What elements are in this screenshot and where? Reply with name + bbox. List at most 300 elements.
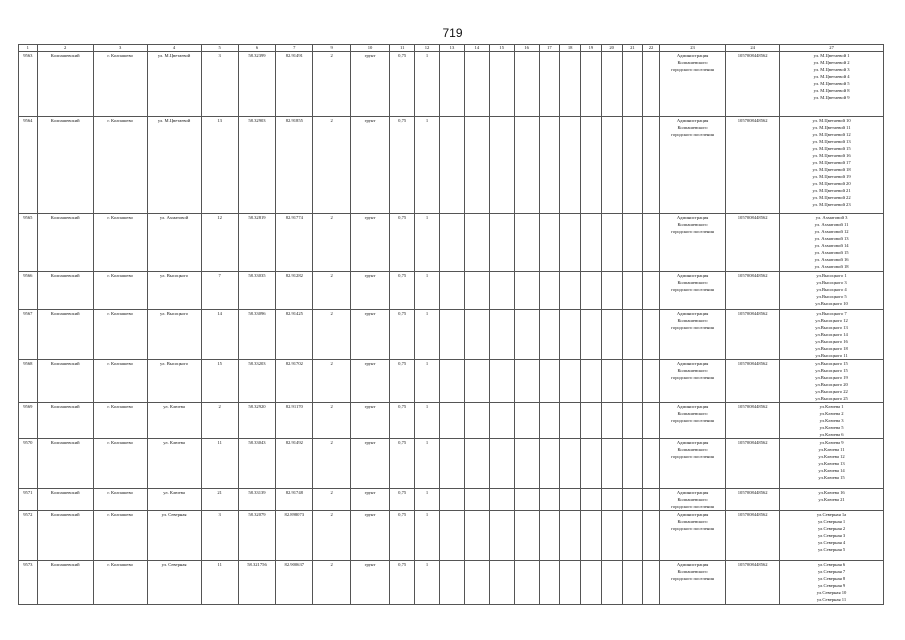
column-number-cell: 14 bbox=[464, 45, 489, 52]
operator-line: городского поселения bbox=[671, 576, 714, 581]
cell-empty bbox=[464, 439, 489, 489]
cell-empty bbox=[539, 52, 560, 117]
cell-id: 9564 bbox=[19, 117, 38, 214]
column-number-cell: 21 bbox=[622, 45, 643, 52]
operator-line: Администрация bbox=[676, 562, 709, 567]
cell-empty bbox=[643, 214, 660, 272]
address-line: ул.Северная 10 bbox=[816, 590, 847, 595]
cell-empty bbox=[440, 439, 465, 489]
operator-line: Администрация bbox=[676, 118, 709, 123]
column-number-cell: 22 bbox=[643, 45, 660, 52]
cell-empty bbox=[601, 310, 622, 360]
cell-empty bbox=[489, 272, 514, 310]
cell-c9: 2 bbox=[313, 214, 350, 272]
cell-c12: 1 bbox=[415, 489, 440, 511]
cell-empty bbox=[581, 360, 602, 403]
column-number-cell: 17 bbox=[539, 45, 560, 52]
cell-c11: 0,75 bbox=[390, 310, 415, 360]
address-line: ул.Клюева 13 bbox=[818, 461, 845, 466]
cell-empty bbox=[539, 511, 560, 561]
cell-empty bbox=[622, 511, 643, 561]
cell-operator bbox=[659, 272, 725, 310]
cell-empty bbox=[622, 117, 643, 214]
operator-line: Администрация bbox=[676, 361, 709, 366]
column-number-cell: 19 bbox=[581, 45, 602, 52]
operator-line: Администрация bbox=[676, 404, 709, 409]
operator-line: городского поселения bbox=[671, 287, 714, 292]
address-line: ул. Ахматовой 3 bbox=[815, 215, 848, 220]
cell-empty bbox=[622, 489, 643, 511]
cell-empty bbox=[643, 511, 660, 561]
cell-lon: 82.91170 bbox=[276, 403, 313, 439]
cell-empty bbox=[581, 214, 602, 272]
table-row bbox=[19, 117, 884, 214]
address-line: ул. М.Цветаевой 22 bbox=[812, 195, 851, 200]
cell-c9: 2 bbox=[313, 403, 350, 439]
column-number-cell: 3 bbox=[93, 45, 147, 52]
cell-empty bbox=[560, 310, 581, 360]
address-line: ул.Северная 5 bbox=[817, 547, 846, 552]
cell-empty bbox=[464, 403, 489, 439]
cell-empty bbox=[489, 360, 514, 403]
cell-street: ул. М.Цветаевой bbox=[147, 52, 201, 117]
address-line: ул.Высоцкого 3 bbox=[816, 280, 847, 285]
operator-line: Колпашевского bbox=[677, 318, 708, 323]
cell-c9: 2 bbox=[313, 360, 350, 403]
cell-lon: 82.91491 bbox=[276, 52, 313, 117]
operator-line: городского поселения bbox=[671, 229, 714, 234]
cell-lon: 82.91425 bbox=[276, 310, 313, 360]
cell-district: Колпашевский bbox=[37, 310, 93, 360]
cell-district: Колпашевский bbox=[37, 117, 93, 214]
column-number-cell: 4 bbox=[147, 45, 201, 52]
cell-empty bbox=[581, 511, 602, 561]
cell-empty bbox=[622, 561, 643, 605]
cell-c10: грунт bbox=[350, 561, 389, 605]
cell-empty bbox=[440, 52, 465, 117]
cell-settlement: г. Колпашево bbox=[93, 117, 147, 214]
cell-ogrn: 1057008448562 bbox=[726, 561, 780, 605]
cell-house: 21 bbox=[201, 489, 238, 511]
address-line: ул. М.Цветаевой 3 bbox=[813, 67, 850, 72]
cell-empty bbox=[514, 272, 539, 310]
operator-line: Колпашевского bbox=[677, 411, 708, 416]
cell-c11: 0,75 bbox=[390, 52, 415, 117]
cell-c9: 2 bbox=[313, 272, 350, 310]
cell-empty bbox=[539, 489, 560, 511]
address-line: ул. М.Цветаевой 12 bbox=[812, 132, 851, 137]
cell-empty bbox=[581, 403, 602, 439]
cell-settlement: г. Колпашево bbox=[93, 439, 147, 489]
cell-served-addresses bbox=[780, 310, 884, 360]
address-line: ул. Ахматовой 16 bbox=[814, 257, 849, 262]
cell-lon: 82.91855 bbox=[276, 117, 313, 214]
cell-c11: 0,75 bbox=[390, 439, 415, 489]
address-line: ул. М.Цветаевой 20 bbox=[812, 181, 851, 186]
cell-served-addresses bbox=[780, 52, 884, 117]
cell-served-addresses bbox=[780, 511, 884, 561]
cell-lon: 82.900637 bbox=[276, 561, 313, 605]
operator-line: Администрация bbox=[676, 53, 709, 58]
cell-empty bbox=[489, 117, 514, 214]
cell-lat: 58.32079 bbox=[238, 511, 275, 561]
cell-id: 9570 bbox=[19, 439, 38, 489]
operator-line: городского поселения bbox=[671, 504, 714, 509]
address-line: ул.Клюева 12 bbox=[818, 454, 845, 459]
cell-empty bbox=[601, 439, 622, 489]
address-line: ул. М.Цветаевой 21 bbox=[812, 188, 851, 193]
column-number-row bbox=[19, 45, 884, 52]
table-row bbox=[19, 310, 884, 360]
cell-district: Колпашевский bbox=[37, 360, 93, 403]
address-line: ул. М.Цветаевой 5 bbox=[813, 81, 850, 86]
cell-ogrn: 1057008448562 bbox=[726, 403, 780, 439]
address-line: ул.Высоцкого 12 bbox=[815, 318, 848, 323]
cell-empty bbox=[622, 403, 643, 439]
cell-c9: 2 bbox=[313, 52, 350, 117]
cell-lat: 58.33043 bbox=[238, 439, 275, 489]
cell-c10: грунт bbox=[350, 272, 389, 310]
cell-empty bbox=[440, 511, 465, 561]
cell-c12: 1 bbox=[415, 561, 440, 605]
cell-ogrn: 1057008448562 bbox=[726, 117, 780, 214]
cell-empty bbox=[581, 272, 602, 310]
cell-empty bbox=[464, 52, 489, 117]
cell-served-addresses bbox=[780, 439, 884, 489]
cell-empty bbox=[539, 214, 560, 272]
operator-line: Колпашевского bbox=[677, 222, 708, 227]
cell-ogrn: 1057008448562 bbox=[726, 52, 780, 117]
cell-operator bbox=[659, 310, 725, 360]
operator-line: городского поселения bbox=[671, 132, 714, 137]
cell-lon: 82.91748 bbox=[276, 489, 313, 511]
column-number-cell: 7 bbox=[276, 45, 313, 52]
address-line: ул.Клюева 21 bbox=[818, 497, 845, 502]
operator-line: городского поселения bbox=[671, 67, 714, 72]
address-line: ул. М.Цветаевой 11 bbox=[812, 125, 851, 130]
cell-empty bbox=[581, 489, 602, 511]
cell-ogrn: 1057008448562 bbox=[726, 489, 780, 511]
operator-line: Колпашевского bbox=[677, 368, 708, 373]
cell-settlement: г. Колпашево bbox=[93, 272, 147, 310]
cell-empty bbox=[539, 117, 560, 214]
column-number-cell: 11 bbox=[390, 45, 415, 52]
address-line: ул.Высоцкого 11 bbox=[815, 353, 848, 358]
address-line: ул.Высоцкого 15 bbox=[815, 368, 848, 373]
cell-house: 7 bbox=[201, 272, 238, 310]
cell-street: ул. Северная bbox=[147, 561, 201, 605]
cell-empty bbox=[514, 52, 539, 117]
table-row bbox=[19, 403, 884, 439]
cell-empty bbox=[489, 52, 514, 117]
operator-line: Администрация bbox=[676, 490, 709, 495]
cell-district: Колпашевский bbox=[37, 561, 93, 605]
address-line: ул.Северная 6 bbox=[817, 562, 846, 567]
address-line: ул.Высоцкого 18 bbox=[815, 346, 848, 351]
cell-street: ул. Клюева bbox=[147, 403, 201, 439]
cell-c9: 2 bbox=[313, 117, 350, 214]
operator-line: Колпашевского bbox=[677, 60, 708, 65]
cell-operator bbox=[659, 360, 725, 403]
operator-line: Колпашевского bbox=[677, 280, 708, 285]
cell-empty bbox=[464, 117, 489, 214]
cell-c12: 1 bbox=[415, 403, 440, 439]
address-line: ул.Высоцкого 14 bbox=[815, 332, 848, 337]
column-number-cell: 9 bbox=[313, 45, 350, 52]
cell-settlement: г. Колпашево bbox=[93, 511, 147, 561]
table-row bbox=[19, 272, 884, 310]
cell-empty bbox=[514, 439, 539, 489]
cell-operator bbox=[659, 52, 725, 117]
cell-empty bbox=[514, 214, 539, 272]
cell-district: Колпашевский bbox=[37, 489, 93, 511]
cell-c12: 1 bbox=[415, 214, 440, 272]
cell-id: 9568 bbox=[19, 360, 38, 403]
cell-empty bbox=[514, 561, 539, 605]
table-row bbox=[19, 511, 884, 561]
cell-operator bbox=[659, 561, 725, 605]
cell-lon: 82.91702 bbox=[276, 360, 313, 403]
address-line: ул.Высоцкого 13 bbox=[815, 325, 848, 330]
cell-ogrn: 1057008448562 bbox=[726, 310, 780, 360]
cell-empty bbox=[464, 310, 489, 360]
cell-c11: 0,75 bbox=[390, 272, 415, 310]
cell-empty bbox=[581, 439, 602, 489]
address-line: ул.Клюева 3 bbox=[819, 418, 844, 423]
cell-empty bbox=[643, 310, 660, 360]
address-line: ул.Клюева 2 bbox=[819, 411, 844, 416]
cell-empty bbox=[622, 310, 643, 360]
cell-c11: 0,75 bbox=[390, 403, 415, 439]
cell-empty bbox=[440, 360, 465, 403]
cell-c12: 1 bbox=[415, 310, 440, 360]
address-line: ул.Высоцкого 5 bbox=[816, 294, 847, 299]
table-row bbox=[19, 52, 884, 117]
address-line: ул. Ахматовой 12 bbox=[814, 229, 849, 234]
address-line: ул. Ахматовой 18 bbox=[814, 264, 849, 269]
cell-c11: 0,75 bbox=[390, 561, 415, 605]
cell-c9: 2 bbox=[313, 511, 350, 561]
cell-c10: грунт bbox=[350, 439, 389, 489]
cell-c9: 2 bbox=[313, 310, 350, 360]
cell-street: ул. Высоцкого bbox=[147, 272, 201, 310]
address-line: ул. М.Цветаевой 1 bbox=[813, 53, 850, 58]
address-line: ул.Клюева 14 bbox=[818, 468, 845, 473]
cell-lat: 58.33203 bbox=[238, 360, 275, 403]
cell-empty bbox=[514, 310, 539, 360]
cell-c10: грунт bbox=[350, 511, 389, 561]
address-line: ул. Ахматовой 15 bbox=[814, 250, 849, 255]
operator-line: Колпашевского bbox=[677, 497, 708, 502]
operator-line: городского поселения bbox=[671, 418, 714, 423]
address-line: ул.Высоцкого 1 bbox=[816, 273, 847, 278]
cell-empty bbox=[643, 117, 660, 214]
address-line: ул.Северная 11 bbox=[816, 597, 847, 602]
cell-operator bbox=[659, 489, 725, 511]
cell-empty bbox=[643, 439, 660, 489]
cell-district: Колпашевский bbox=[37, 403, 93, 439]
cell-empty bbox=[643, 403, 660, 439]
cell-lat: 58.32399 bbox=[238, 52, 275, 117]
cell-operator bbox=[659, 439, 725, 489]
address-line: ул.Высоцкого 20 bbox=[815, 382, 848, 387]
address-line: ул.Северная 2 bbox=[817, 526, 846, 531]
cell-house: 14 bbox=[201, 310, 238, 360]
address-line: ул.Высоцкого 16 bbox=[815, 339, 848, 344]
address-line: ул.Северная 7 bbox=[817, 569, 846, 574]
cell-empty bbox=[440, 489, 465, 511]
address-line: ул.Северная 8 bbox=[817, 576, 846, 581]
cell-id: 9563 bbox=[19, 52, 38, 117]
operator-line: городского поселения bbox=[671, 325, 714, 330]
cell-settlement: г. Колпашево bbox=[93, 360, 147, 403]
address-line: ул. М.Цветаевой 15 bbox=[812, 146, 851, 151]
cell-c11: 0,75 bbox=[390, 360, 415, 403]
cell-empty bbox=[539, 272, 560, 310]
cell-empty bbox=[440, 561, 465, 605]
address-line: ул.Северная 1а bbox=[816, 512, 847, 517]
table-row bbox=[19, 214, 884, 272]
cell-id: 9573 bbox=[19, 561, 38, 605]
address-line: ул. М.Цветаевой 10 bbox=[812, 118, 851, 123]
cell-district: Колпашевский bbox=[37, 439, 93, 489]
operator-line: Колпашевского bbox=[677, 569, 708, 574]
cell-c9: 2 bbox=[313, 489, 350, 511]
address-line: ул.Клюева 1 bbox=[819, 404, 844, 409]
cell-empty bbox=[489, 561, 514, 605]
cell-operator bbox=[659, 403, 725, 439]
address-line: ул.Высоцкого 15 bbox=[815, 361, 848, 366]
operator-line: Администрация bbox=[676, 273, 709, 278]
operator-line: Колпашевского bbox=[677, 447, 708, 452]
cell-c10: грунт bbox=[350, 489, 389, 511]
cell-empty bbox=[622, 439, 643, 489]
column-number-cell: 10 bbox=[350, 45, 389, 52]
operator-line: Колпашевского bbox=[677, 519, 708, 524]
cell-empty bbox=[560, 272, 581, 310]
column-number-cell: 13 bbox=[440, 45, 465, 52]
cell-ogrn: 1057008448562 bbox=[726, 511, 780, 561]
table-row bbox=[19, 489, 884, 511]
cell-street: ул. Ахматовой bbox=[147, 214, 201, 272]
cell-empty bbox=[581, 117, 602, 214]
cell-district: Колпашевский bbox=[37, 511, 93, 561]
cell-empty bbox=[560, 117, 581, 214]
cell-c12: 1 bbox=[415, 272, 440, 310]
cell-empty bbox=[489, 403, 514, 439]
cell-empty bbox=[643, 360, 660, 403]
table-row bbox=[19, 360, 884, 403]
cell-street: ул. М.Цветаевой bbox=[147, 117, 201, 214]
cell-district: Колпашевский bbox=[37, 272, 93, 310]
column-number-cell: 24 bbox=[726, 45, 780, 52]
cell-empty bbox=[489, 511, 514, 561]
address-line: ул. М.Цветаевой 9 bbox=[813, 95, 850, 100]
cell-id: 9566 bbox=[19, 272, 38, 310]
cell-id: 9569 bbox=[19, 403, 38, 439]
cell-street: ул. Северная bbox=[147, 511, 201, 561]
table-row bbox=[19, 561, 884, 605]
column-number-cell: 18 bbox=[560, 45, 581, 52]
cell-served-addresses bbox=[780, 360, 884, 403]
cell-c9: 2 bbox=[313, 561, 350, 605]
address-line: ул. М.Цветаевой 4 bbox=[813, 74, 850, 79]
cell-house: 2 bbox=[201, 403, 238, 439]
cell-c10: грунт bbox=[350, 52, 389, 117]
cell-lat: 58.32819 bbox=[238, 214, 275, 272]
cell-empty bbox=[440, 403, 465, 439]
operator-line: городского поселения bbox=[671, 454, 714, 459]
cell-empty bbox=[489, 310, 514, 360]
operator-line: Администрация bbox=[676, 215, 709, 220]
cell-empty bbox=[601, 272, 622, 310]
cell-lat: 58.33139 bbox=[238, 489, 275, 511]
cell-empty bbox=[601, 360, 622, 403]
cell-empty bbox=[440, 117, 465, 214]
cell-id: 9567 bbox=[19, 310, 38, 360]
cell-empty bbox=[622, 214, 643, 272]
cell-empty bbox=[440, 272, 465, 310]
cell-c10: грунт bbox=[350, 360, 389, 403]
column-number-cell: 27 bbox=[780, 45, 884, 52]
cell-district: Колпашевский bbox=[37, 214, 93, 272]
cell-empty bbox=[622, 272, 643, 310]
address-line: ул. М.Цветаевой 19 bbox=[812, 174, 851, 179]
address-line: ул.Высоцкого 25 bbox=[815, 396, 848, 401]
address-line: ул.Северная 4 bbox=[817, 540, 846, 545]
cell-empty bbox=[464, 489, 489, 511]
cell-street: ул. Высоцкого bbox=[147, 310, 201, 360]
cell-empty bbox=[622, 360, 643, 403]
cell-served-addresses bbox=[780, 272, 884, 310]
cell-empty bbox=[514, 360, 539, 403]
cell-c10: грунт bbox=[350, 214, 389, 272]
cell-empty bbox=[539, 561, 560, 605]
cell-c12: 1 bbox=[415, 360, 440, 403]
cell-empty bbox=[464, 511, 489, 561]
cell-empty bbox=[581, 561, 602, 605]
address-line: ул.Клюева 6 bbox=[819, 432, 844, 437]
cell-c12: 1 bbox=[415, 511, 440, 561]
cell-settlement: г. Колпашево bbox=[93, 52, 147, 117]
cell-empty bbox=[539, 360, 560, 403]
cell-empty bbox=[601, 214, 622, 272]
cell-c9: 2 bbox=[313, 439, 350, 489]
cell-operator bbox=[659, 214, 725, 272]
address-line: ул.Высоцкого 22 bbox=[815, 389, 848, 394]
column-number-cell: 12 bbox=[415, 45, 440, 52]
operator-line: городского поселения bbox=[671, 526, 714, 531]
cell-empty bbox=[560, 511, 581, 561]
cell-served-addresses bbox=[780, 489, 884, 511]
column-number-cell: 2 bbox=[37, 45, 93, 52]
cell-served-addresses bbox=[780, 403, 884, 439]
cell-empty bbox=[581, 52, 602, 117]
cell-empty bbox=[560, 489, 581, 511]
address-line: ул. Ахматовой 14 bbox=[814, 243, 849, 248]
cell-c11: 0,75 bbox=[390, 489, 415, 511]
cell-c11: 0,75 bbox=[390, 117, 415, 214]
cell-empty bbox=[643, 52, 660, 117]
cell-lon: 82.91492 bbox=[276, 439, 313, 489]
cell-c10: грунт bbox=[350, 117, 389, 214]
cell-house: 15 bbox=[201, 360, 238, 403]
cell-served-addresses bbox=[780, 561, 884, 605]
cell-settlement: г. Колпашево bbox=[93, 561, 147, 605]
cell-empty bbox=[539, 439, 560, 489]
column-number-cell: 20 bbox=[601, 45, 622, 52]
cell-empty bbox=[514, 117, 539, 214]
